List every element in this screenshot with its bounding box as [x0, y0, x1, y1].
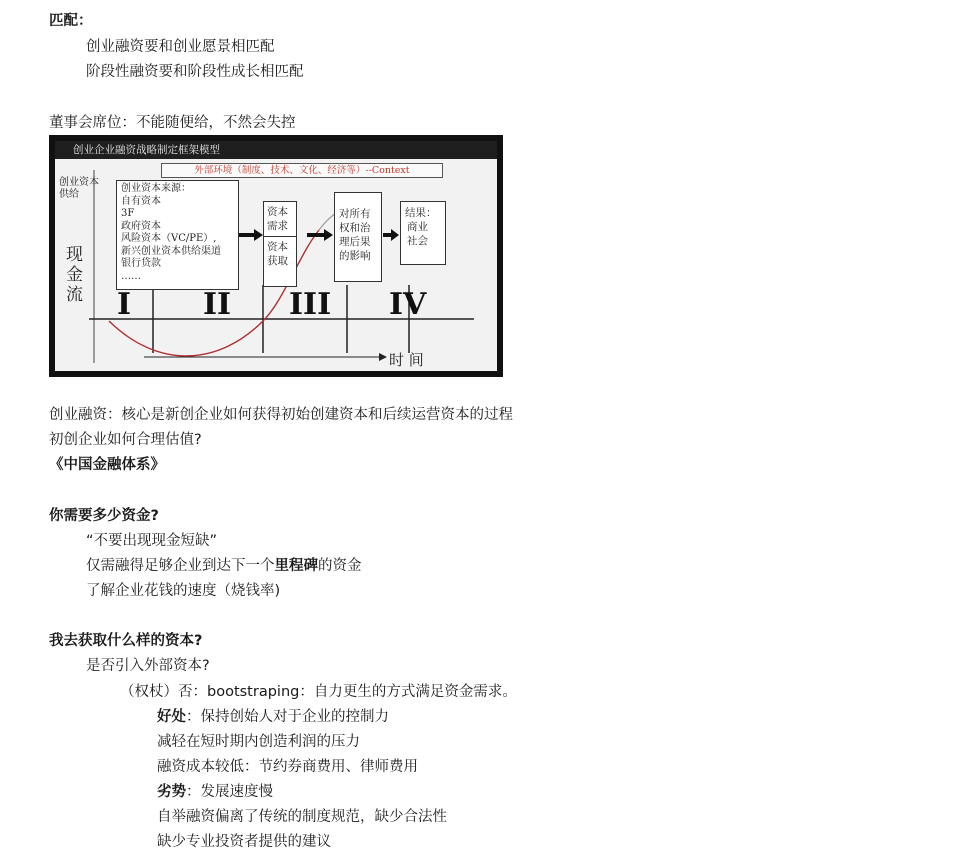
- result-body: 商业社会: [407, 221, 428, 247]
- disadvantage-label: 劣势: [157, 784, 186, 800]
- advantage-line-2: 减轻在短时期内创造利润的压力: [157, 734, 360, 750]
- milestone-post: 的资金: [318, 558, 362, 574]
- financing-definition: 创业融资：核心是新创企业如何获得初始创建资本和后续运营资本的过程: [49, 407, 513, 423]
- external-capital-question: 是否引入外部资本?: [86, 658, 210, 674]
- governance-label: 对所有权和治理后果的影响: [339, 208, 371, 262]
- capital-source-item: 政府资本: [121, 220, 161, 232]
- disadvantage-line-3: 缺少专业投资者提供的建议: [157, 834, 331, 850]
- advantage-line-3: 融资成本较低：节约券商费用、律师费用: [157, 759, 418, 775]
- result-box: [400, 201, 446, 265]
- governance-box: [334, 192, 382, 282]
- advantage-text: ：保持创始人对于企业的控制力: [186, 709, 389, 725]
- context-box: 外部环境（制度、技术、文化、经济等）--Context: [161, 163, 443, 178]
- no-shortage-line: “不要出现现金短缺”: [86, 533, 218, 549]
- slide-title: 创业企业融资战略制定框架模型: [55, 141, 497, 159]
- stage-2-label: II: [203, 287, 232, 322]
- stage-3-label: III: [289, 287, 332, 322]
- advantage-label: 好处: [157, 709, 186, 725]
- match-line-2: 阶段性融资要和阶段性成长相匹配: [86, 64, 304, 80]
- milestone-bold: 里程碑: [274, 558, 318, 574]
- what-capital-heading: 我去获取什么样的资本?: [49, 633, 203, 649]
- capital-source-item: 自有资本: [121, 195, 161, 207]
- y-label-capital-supply: 创业资本供给: [59, 177, 99, 200]
- capital-sources-title: 创业资本来源：: [121, 183, 191, 194]
- capital-source-item: 银行贷款: [121, 258, 161, 269]
- burn-rate-line: 了解企业花钱的速度（烧钱率): [86, 583, 281, 599]
- capital-source-item: 风险资本（VC/PE）,: [121, 233, 217, 244]
- disadvantage-text: ：发展速度慢: [186, 784, 273, 800]
- financial-system-title: 《中国金融体系》: [49, 457, 165, 473]
- x-axis-time-label: 时 间: [389, 351, 424, 369]
- capital-sources-box: [116, 180, 239, 290]
- milestone-pre: 仅需融得足够企业到达下一个: [86, 558, 275, 574]
- result-title: 结果：: [405, 207, 437, 219]
- disadvantage-line-2: 自举融资偏离了传统的制度规范，缺少合法性: [157, 809, 447, 825]
- capital-demand-acquire-box: [263, 201, 297, 287]
- framework-slide-image: [49, 135, 503, 377]
- advantage-line: [157, 707, 389, 727]
- disadvantage-line: [157, 782, 273, 802]
- capital-source-item: 新兴创业资本供给渠道: [121, 245, 221, 257]
- milestone-line: [86, 556, 362, 576]
- match-line-1: 创业融资要和创业愿景相匹配: [86, 39, 275, 55]
- y-label-cashflow: 现金流: [66, 245, 83, 305]
- capital-source-item: 3F: [121, 208, 135, 219]
- bootstrap-line: （权杖）否：bootstraping：自力更生的方式满足资金需求。: [120, 684, 517, 700]
- capital-acquire-label: 资本获取: [267, 241, 288, 267]
- capital-source-item: ……: [121, 270, 141, 282]
- match-heading: 匹配：: [49, 13, 93, 29]
- capital-demand-label: 资本需求: [267, 206, 288, 232]
- stage-1-label: I: [117, 287, 132, 322]
- valuation-question: 初创企业如何合理估值?: [49, 432, 202, 448]
- board-seat-line: 董事会席位：不能随便给，不然会失控: [49, 115, 296, 131]
- how-much-heading: 你需要多少资金?: [49, 508, 159, 524]
- stage-4-label: IV: [389, 287, 427, 322]
